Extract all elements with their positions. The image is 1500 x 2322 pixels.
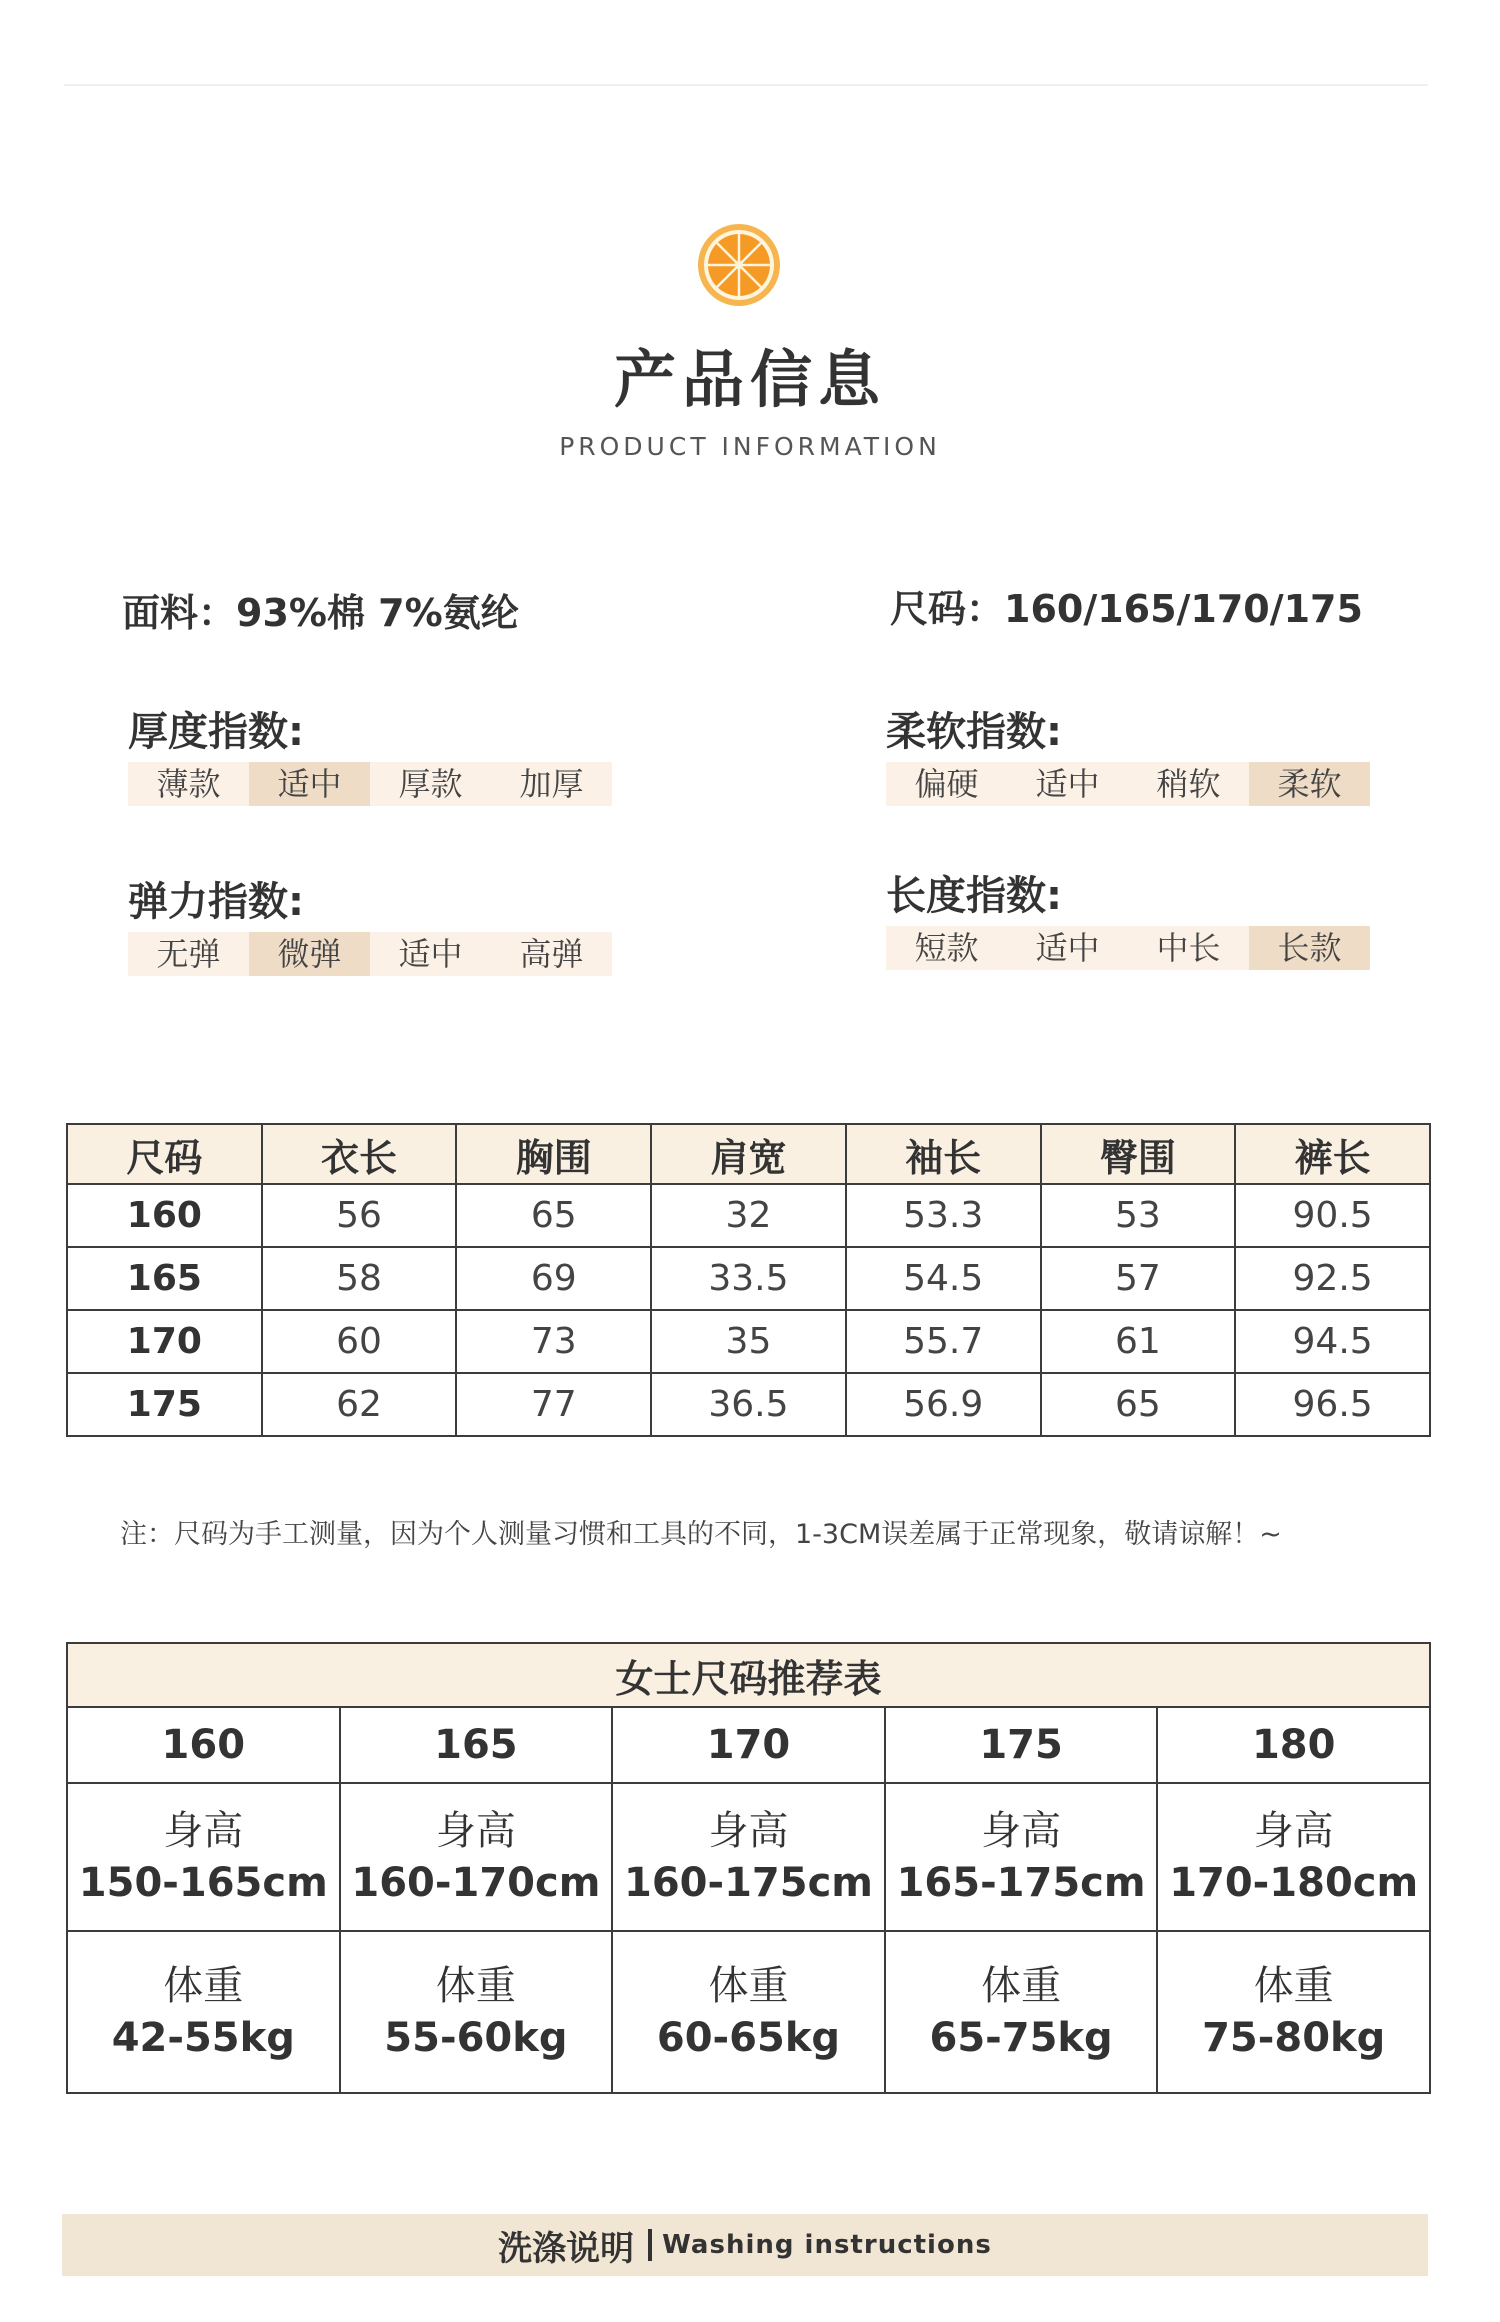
softness-option: 适中: [1035, 765, 1100, 803]
thickness-option: 薄款: [156, 765, 221, 803]
recommend-size: 160: [67, 1707, 340, 1783]
table-cell: 53.3: [846, 1184, 1041, 1247]
measurement-note: 注：尺码为手工测量，因为个人测量习惯和工具的不同，1-3CM误差属于正常现象，敬请谅解！~: [120, 1519, 1282, 1550]
table-cell: 56.9: [846, 1373, 1041, 1436]
recommendation-height-row: [67, 1783, 1430, 1931]
height-label: 身高: [1253, 1808, 1334, 1854]
thickness-index-bar: [128, 762, 612, 806]
table-cell: 92.5: [1235, 1247, 1430, 1310]
thickness-option: 加厚: [519, 765, 584, 803]
table-row: [67, 1373, 1430, 1436]
table-cell: 36.5: [651, 1373, 846, 1436]
elasticity-index-bar: [128, 932, 612, 976]
weight-value: 65-75kg: [929, 2015, 1113, 2061]
thickness-index-label: 厚度指数:: [128, 709, 304, 755]
table-cell: 170: [67, 1310, 262, 1373]
orange-slice-icon: [696, 222, 782, 308]
height-cell: [67, 1783, 340, 1931]
length-index-bar: [886, 926, 1370, 970]
top-divider: [64, 84, 1428, 86]
elasticity-index-label: 弹力指数:: [128, 879, 304, 925]
weight-label: 体重: [435, 1963, 516, 2009]
weight-value: 42-55kg: [111, 2015, 295, 2061]
length-option: 适中: [1035, 929, 1100, 967]
softness-option-selected: 柔软: [1249, 762, 1370, 806]
weight-label: 体重: [163, 1963, 244, 2009]
weight-cell: [340, 1931, 613, 2093]
table-cell: 69: [456, 1247, 651, 1310]
column-header: 衣长: [262, 1124, 457, 1184]
height-cell: [1157, 1783, 1430, 1931]
table-cell: 65: [1041, 1373, 1236, 1436]
table-header-row: [67, 1124, 1430, 1184]
recommendation-weight-row: [67, 1931, 1430, 2093]
elasticity-option: 无弹: [156, 935, 221, 973]
table-cell: 54.5: [846, 1247, 1041, 1310]
weight-label: 体重: [708, 1963, 789, 2009]
elasticity-option: 适中: [398, 935, 463, 973]
softness-index-label: 柔软指数:: [886, 709, 1062, 755]
column-header: 袖长: [846, 1124, 1041, 1184]
height-value: 160-170cm: [351, 1860, 601, 1906]
height-value: 170-180cm: [1169, 1860, 1419, 1906]
height-label: 身高: [435, 1808, 516, 1854]
recommend-size: 170: [612, 1707, 885, 1783]
size-spec: 尺码：160/165/170/175: [890, 587, 1363, 631]
washing-divider: [648, 2229, 652, 2261]
recommendation-title: 女士尺码推荐表: [67, 1643, 1430, 1707]
table-cell: 94.5: [1235, 1310, 1430, 1373]
table-cell: 165: [67, 1247, 262, 1310]
thickness-option-selected: 适中: [249, 762, 370, 806]
height-label: 身高: [981, 1808, 1062, 1854]
table-cell: 90.5: [1235, 1184, 1430, 1247]
table-cell: 33.5: [651, 1247, 846, 1310]
length-option: 中长: [1156, 929, 1221, 967]
weight-cell: [67, 1931, 340, 2093]
table-cell: 62: [262, 1373, 457, 1436]
recommend-size: 165: [340, 1707, 613, 1783]
page-subtitle: PRODUCT INFORMATION: [559, 432, 941, 461]
washing-title-en: Washing instructions: [662, 2230, 992, 2260]
table-cell: 32: [651, 1184, 846, 1247]
height-value: 165-175cm: [896, 1860, 1146, 1906]
table-cell: 73: [456, 1310, 651, 1373]
height-cell: [885, 1783, 1158, 1931]
washing-title-zh: 洗涤说明: [498, 2228, 635, 2269]
table-cell: 77: [456, 1373, 651, 1436]
weight-value: 55-60kg: [384, 2015, 568, 2061]
elasticity-option: 高弹: [519, 935, 584, 973]
column-header: 胸围: [456, 1124, 651, 1184]
weight-cell: [885, 1931, 1158, 2093]
weight-label: 体重: [1253, 1963, 1334, 2009]
table-cell: 35: [651, 1310, 846, 1373]
length-index-label: 长度指数:: [886, 873, 1062, 919]
height-label: 身高: [708, 1808, 789, 1854]
table-row: [67, 1247, 1430, 1310]
table-cell: 96.5: [1235, 1373, 1430, 1436]
length-option: 短款: [914, 929, 979, 967]
size-recommendation-table: [66, 1642, 1431, 2094]
table-cell: 53: [1041, 1184, 1236, 1247]
recommend-size: 175: [885, 1707, 1158, 1783]
table-cell: 65: [456, 1184, 651, 1247]
table-row: [67, 1184, 1430, 1247]
weight-value: 75-80kg: [1202, 2015, 1386, 2061]
softness-option: 偏硬: [914, 765, 979, 803]
height-value: 160-175cm: [623, 1860, 873, 1906]
height-label: 身高: [163, 1808, 244, 1854]
table-cell: 160: [67, 1184, 262, 1247]
table-cell: 58: [262, 1247, 457, 1310]
washing-instructions-banner: [62, 2214, 1428, 2276]
column-header: 臀围: [1041, 1124, 1236, 1184]
recommend-size: 180: [1157, 1707, 1430, 1783]
column-header: 尺码: [67, 1124, 262, 1184]
table-cell: 175: [67, 1373, 262, 1436]
table-cell: 61: [1041, 1310, 1236, 1373]
weight-cell: [1157, 1931, 1430, 2093]
length-option-selected: 长款: [1249, 926, 1370, 970]
table-row: [67, 1310, 1430, 1373]
table-cell: 60: [262, 1310, 457, 1373]
recommendation-title-row: [67, 1643, 1430, 1707]
softness-option: 稍软: [1156, 765, 1221, 803]
table-cell: 55.7: [846, 1310, 1041, 1373]
weight-label: 体重: [981, 1963, 1062, 2009]
table-cell: 57: [1041, 1247, 1236, 1310]
height-cell: [340, 1783, 613, 1931]
fabric-spec: 面料：93%棉 7%氨纶: [122, 591, 519, 635]
page-title: 产品信息: [613, 343, 886, 416]
height-cell: [612, 1783, 885, 1931]
thickness-option: 厚款: [398, 765, 463, 803]
height-value: 150-165cm: [78, 1860, 328, 1906]
softness-index-bar: [886, 762, 1370, 806]
column-header: 肩宽: [651, 1124, 846, 1184]
elasticity-option-selected: 微弹: [249, 932, 370, 976]
size-measurement-table: [66, 1123, 1431, 1437]
weight-value: 60-65kg: [656, 2015, 841, 2061]
weight-cell: [612, 1931, 885, 2093]
column-header: 裤长: [1235, 1124, 1430, 1184]
recommendation-size-row: [67, 1707, 1430, 1783]
table-cell: 56: [262, 1184, 457, 1247]
